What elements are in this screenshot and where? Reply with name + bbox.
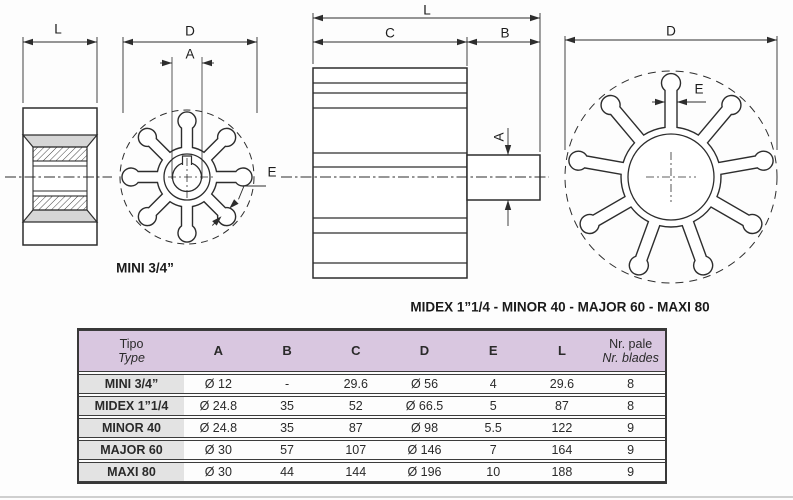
dim-label-E-small: E <box>267 164 277 180</box>
dim-label-D-small: D <box>185 23 195 39</box>
header-blades-line1: Nr. pale <box>609 336 653 351</box>
cell-B: 44 <box>280 464 295 479</box>
row-label: MINI 3/4” <box>79 375 184 393</box>
cell-blades: 9 <box>627 420 635 435</box>
table-row <box>79 440 665 460</box>
cell-E: 5 <box>489 398 497 413</box>
table-row <box>79 374 665 394</box>
cell-blades: 8 <box>627 398 635 413</box>
header-tipo-line1: Tipo <box>119 336 144 351</box>
cell-E: 10 <box>486 464 501 479</box>
header-col-B: B <box>282 342 292 358</box>
cell-C: 144 <box>345 464 367 479</box>
cell-blades: 8 <box>627 376 635 391</box>
dimension-table <box>77 328 667 484</box>
dim-label-A-large: A <box>491 132 507 142</box>
cell-L: 164 <box>551 442 573 457</box>
dim-label-C-large: C <box>385 25 395 41</box>
cell-C: 52 <box>348 398 363 413</box>
shaft <box>467 155 540 200</box>
cell-L: 188 <box>551 464 573 479</box>
hub-circle <box>628 134 714 220</box>
cell-A: Ø 12 <box>204 376 232 391</box>
cell-L: 29.6 <box>549 376 575 391</box>
cell-B: 35 <box>280 398 295 413</box>
cell-D: Ø 146 <box>407 442 442 457</box>
cell-blades: 9 <box>627 442 635 457</box>
large-side-view <box>281 13 549 278</box>
cell-D: Ø 56 <box>410 376 439 391</box>
cell-L: 122 <box>551 420 573 435</box>
cell-A: Ø 30 <box>204 464 232 479</box>
header-blades-line2: Nr. blades <box>602 351 659 365</box>
dim-label-L-small: L <box>54 21 62 37</box>
cell-blades: 9 <box>627 464 635 479</box>
cell-D: Ø 196 <box>407 464 442 479</box>
header-col-D: D <box>419 342 430 358</box>
dim-label-D-xlarge: D <box>666 23 676 39</box>
row-label: MAJOR 60 <box>79 441 184 459</box>
cell-C: 29.6 <box>343 376 368 391</box>
header-blades <box>596 331 665 371</box>
cell-E: 7 <box>489 442 497 457</box>
row-label: MINOR 40 <box>79 419 184 437</box>
table-row <box>79 462 665 482</box>
dim-label-A-small: A <box>185 46 195 62</box>
header-col-A: A <box>213 342 224 358</box>
mini-side-view <box>5 37 112 245</box>
cell-E: 5.5 <box>484 420 502 435</box>
dim-label-E-xlarge: E <box>694 81 704 97</box>
caption-large-models: MIDEX 1”1/4 - MINOR 40 - MAJOR 60 - MAXI 80 <box>410 299 710 315</box>
cell-B: 57 <box>280 442 295 457</box>
cell-C: 107 <box>345 442 367 457</box>
table-header-row <box>79 330 665 372</box>
cell-B: - <box>284 376 290 391</box>
dim-label-L-large: L <box>423 2 431 18</box>
caption-mini: MINI 3/4” <box>116 260 174 276</box>
cell-D: Ø 98 <box>410 420 439 435</box>
header-col-C: C <box>351 342 361 358</box>
cell-A: Ø 24.8 <box>199 398 238 413</box>
header-tipo-line2: Type <box>118 351 145 365</box>
header-col-E: E <box>488 342 498 358</box>
cell-B: 35 <box>280 420 295 435</box>
table-row <box>79 418 665 438</box>
cell-A: Ø 24.8 <box>199 420 238 435</box>
cell-A: Ø 30 <box>204 442 232 457</box>
cell-C: 87 <box>348 420 363 435</box>
mini-impeller-front <box>120 37 266 244</box>
header-tipo <box>79 331 184 371</box>
cell-E: 4 <box>489 376 497 391</box>
cell-L: 87 <box>554 398 569 413</box>
row-label: MIDEX 1”1/4 <box>79 397 184 415</box>
row-label: MAXI 80 <box>79 463 184 481</box>
cell-D: Ø 66.5 <box>405 398 444 413</box>
header-col-L: L <box>557 342 566 358</box>
page-edge-shadow <box>0 496 793 498</box>
dim-label-B-large: B <box>500 25 510 41</box>
table-row <box>79 396 665 416</box>
large-impeller-front <box>565 36 777 283</box>
